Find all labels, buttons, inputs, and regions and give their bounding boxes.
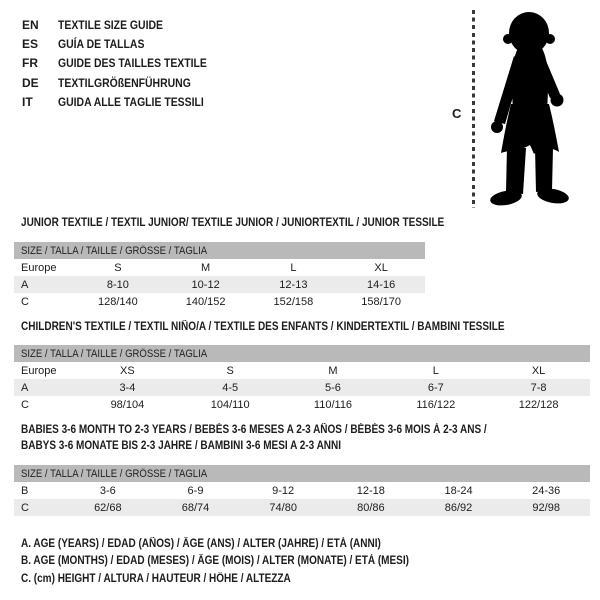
size-cell: XL <box>531 364 546 377</box>
size-cell: 14-16 <box>367 278 396 291</box>
size-cell: S <box>114 261 122 274</box>
table-row <box>14 276 425 293</box>
row-label: Europe <box>21 364 57 377</box>
children-table-section <box>14 321 590 413</box>
size-cell: 10-12 <box>191 278 220 291</box>
size-cell: 128/140 <box>97 295 138 308</box>
children-table <box>14 345 590 413</box>
table-row <box>14 259 425 276</box>
babies-table-title: BABIES 3-6 MONTH TO 2-3 YEARS / BEBÉS 3-6 MESES A 2-3 AÑOS / BÉBÉS 3-6 MOIS À 2-3 ANS / BABYS 3-6 MONATE BIS 2-3 JAHRE / BAMBINI 3-6 MESI A 2-3 ANNI <box>21 424 487 452</box>
size-cell: 98/104 <box>110 398 145 411</box>
size-cell: 86/92 <box>444 501 473 514</box>
row-label: B <box>21 484 29 497</box>
size-cell: 12-13 <box>279 278 308 291</box>
lang-text: TEXTILGRÖßENFÜHRUNG <box>58 75 191 90</box>
size-cell: 12-18 <box>356 484 385 497</box>
size-cell: 104/110 <box>210 398 250 411</box>
row-label: C <box>21 501 29 514</box>
lang-text: GUIDA ALLE TAGLIE TESSILI <box>58 95 204 110</box>
toddler-silhouette-icon <box>480 6 580 216</box>
size-cell: 8-10 <box>106 278 129 291</box>
junior-table-title: JUNIOR TEXTILE / TEXTIL JUNIOR/ TEXTILE JUNIOR / JUNIORTEXTIL / JUNIOR TESSILE <box>21 217 445 229</box>
table-row <box>14 379 590 396</box>
size-cell: 152/158 <box>273 295 314 308</box>
size-cell: 6-9 <box>187 484 204 497</box>
note-height: C. (cm) HEIGHT / ALTURA / HAUTEUR / HÖHE / ALTEZZA <box>21 572 291 585</box>
legend-notes <box>21 536 467 588</box>
size-cell: 68/74 <box>181 501 210 514</box>
size-cell: S <box>226 364 234 377</box>
size-cell: 9-12 <box>272 484 295 497</box>
row-label: Europe <box>21 261 57 274</box>
size-header-bar: SIZE / TALLA / TAILLE / GRÖSSE / TAGLIA <box>14 345 590 362</box>
lang-row-it <box>22 93 229 112</box>
table-row <box>14 499 590 516</box>
size-cell: 3-6 <box>99 484 116 497</box>
lang-code: DE <box>22 75 39 90</box>
lang-code: EN <box>22 17 39 32</box>
size-cell: 18-24 <box>444 484 473 497</box>
size-cell: 62/68 <box>94 501 122 514</box>
size-cell: 158/170 <box>361 295 401 308</box>
size-cell: 92/98 <box>532 501 560 514</box>
lang-row-fr <box>22 54 229 73</box>
lang-row-es <box>22 34 229 53</box>
size-cell: M <box>201 261 211 274</box>
lang-code: ES <box>22 37 39 52</box>
lang-text: GUÍA DE TALLAS <box>58 37 145 52</box>
size-cell: 140/152 <box>185 295 226 308</box>
size-header-bar: SIZE / TALLA / TAILLE / GRÖSSE / TAGLIA <box>14 242 425 259</box>
lang-row-de <box>22 73 229 92</box>
table-row <box>14 362 590 379</box>
size-cell: 110/116 <box>313 398 353 411</box>
size-cell: L <box>432 364 439 377</box>
row-label: A <box>21 278 29 291</box>
junior-table-section <box>14 217 445 310</box>
size-cell: 7-8 <box>530 381 547 394</box>
size-cell: 3-4 <box>119 381 136 394</box>
children-table-title: CHILDREN'S TEXTILE / TEXTIL NIÑO/A / TEXTILE DES ENFANTS / KINDERTEXTIL / BAMBINI TESSILE <box>21 321 505 333</box>
language-list <box>22 15 229 112</box>
size-cell: 80/86 <box>357 501 385 514</box>
size-cell: 74/80 <box>269 501 297 514</box>
size-cell: 5-6 <box>325 381 341 394</box>
note-age-months: B. AGE (MONTHS) / EDAD (MESES) / ÂGE (MOIS) / ALTER (MONATE) / ETÀ (MESI) <box>21 555 409 568</box>
row-label: C <box>21 398 29 411</box>
lang-code: IT <box>22 95 33 110</box>
size-cell: XL <box>374 261 388 274</box>
row-label: C <box>21 295 29 308</box>
size-cell: L <box>290 261 297 274</box>
row-label: A <box>21 381 29 394</box>
height-measure-label: C <box>452 106 462 121</box>
table-row <box>14 396 590 413</box>
table-row <box>14 293 425 310</box>
babies-table <box>14 465 590 516</box>
size-cell: 6-7 <box>427 381 444 394</box>
note-age-years: A. AGE (YEARS) / EDAD (AÑOS) / ÂGE (ANS) / ALTER (JAHRE) / ETÀ (ANNI) <box>21 538 381 550</box>
lang-text: GUIDE DES TAILLES TEXTILE <box>58 56 207 71</box>
size-cell: 122/128 <box>518 398 559 411</box>
size-cell: XS <box>120 364 135 377</box>
size-cell: 4-5 <box>222 381 239 394</box>
lang-row-en <box>22 15 229 34</box>
lang-text: TEXTILE SIZE GUIDE <box>58 17 163 32</box>
height-measure-line <box>472 10 475 208</box>
size-cell: M <box>328 364 338 377</box>
size-cell: 116/122 <box>416 398 456 411</box>
lang-code: FR <box>22 56 38 71</box>
size-cell: 24-36 <box>532 484 561 497</box>
junior-table <box>14 242 425 310</box>
size-header-bar: SIZE / TALLA / TAILLE / GRÖSSE / TAGLIA <box>14 465 590 482</box>
babies-table-section <box>14 423 590 516</box>
table-row <box>14 482 590 499</box>
